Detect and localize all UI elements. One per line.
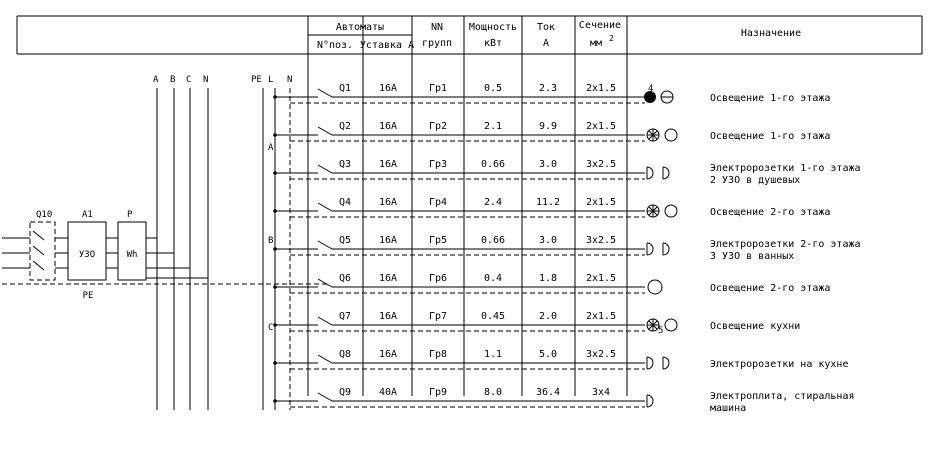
bus-label-a: A — [153, 75, 159, 85]
cell-group: Гр6 — [428, 273, 448, 284]
cell-pos: Q3 — [338, 159, 352, 170]
cell-group: Гр1 — [428, 83, 448, 94]
cell-current: 11.2 — [535, 197, 561, 208]
cell-rating: 40A — [378, 387, 398, 398]
cell-group: Гр8 — [428, 349, 448, 360]
cell-pos: Q1 — [338, 83, 352, 94]
purpose-text: Освещение 2-го этажа — [710, 207, 831, 218]
cell-power: 2.1 — [483, 121, 503, 132]
phase-label-b: B — [268, 236, 274, 246]
cell-power: 0.66 — [480, 159, 506, 170]
breaker-symbol — [318, 317, 332, 325]
pe-device-label: PE — [82, 291, 94, 301]
cell-group: Гр3 — [428, 159, 448, 170]
purpose-text: 2 УЗО в душевых — [710, 175, 801, 186]
purpose-text: Электроплита, стиральная — [710, 391, 855, 402]
header-power-2: кВт — [483, 38, 503, 49]
bus-label-pe: PE — [251, 75, 262, 85]
cell-current: 5.0 — [538, 349, 558, 360]
cell-pos: Q9 — [338, 387, 352, 398]
breaker-symbol — [318, 355, 332, 363]
cell-pos: Q5 — [338, 235, 352, 246]
purpose-text: 3 УЗО в ванных — [710, 251, 795, 262]
chandelier-icon — [647, 205, 677, 217]
table-row — [157, 121, 830, 142]
symbol-count-r8: 5 — [658, 326, 664, 336]
cell-power: 8.0 — [483, 387, 503, 398]
table-row — [174, 273, 830, 294]
cell-power: 0.45 — [480, 311, 506, 322]
cell-rating: 16A — [378, 273, 398, 284]
cell-power: 0.66 — [480, 235, 506, 246]
header-pos-no: N°поз. — [316, 40, 354, 51]
breaker-symbol — [318, 393, 332, 401]
table-grid — [308, 16, 627, 396]
header-section-sup: 2 — [609, 34, 614, 43]
chandelier-icon — [647, 129, 677, 141]
bus-label-b: B — [170, 75, 176, 85]
cell-current: 36.4 — [535, 387, 561, 398]
socket-icon — [647, 395, 653, 407]
header-rating: Уставка А — [359, 40, 415, 51]
table-row — [174, 235, 861, 262]
table-row — [157, 83, 830, 104]
cell-pos: Q7 — [338, 311, 352, 322]
purpose-text: Освещение 2-го этажа — [710, 283, 831, 294]
phase-label-a: A — [268, 143, 274, 153]
cell-section: 2x1.5 — [585, 273, 617, 284]
header-group-1: NN — [430, 22, 444, 33]
breaker-symbol — [318, 89, 332, 97]
purpose-text: Электророзетки 2-го этажа — [710, 239, 861, 250]
cell-power: 0.4 — [483, 273, 503, 284]
busbars — [157, 88, 290, 410]
q10-switch-box — [30, 222, 55, 280]
cell-pos: Q8 — [338, 349, 352, 360]
table-row — [190, 311, 800, 332]
cell-power: 1.1 — [483, 349, 503, 360]
a1-label: A1 — [82, 210, 93, 220]
phase-label-c: C — [268, 323, 274, 333]
cell-rating: 16A — [378, 83, 398, 94]
cell-current: 2.3 — [538, 83, 558, 94]
purpose-text: Электророзетки 1-го этажа — [710, 163, 861, 174]
bus-label-l: L — [268, 75, 274, 85]
purpose-text: машина — [710, 403, 747, 414]
cell-pos: Q6 — [338, 273, 352, 284]
socket-icon — [647, 167, 669, 179]
breaker-symbol — [318, 279, 332, 287]
breaker-symbol — [318, 241, 332, 249]
bus-label-c: C — [186, 75, 192, 85]
cell-section: 2x1.5 — [585, 121, 617, 132]
cell-current: 9.9 — [538, 121, 558, 132]
cell-rating: 16A — [378, 235, 398, 246]
cell-current: 1.8 — [538, 273, 558, 284]
input-devices — [2, 222, 330, 284]
cell-rating: 16A — [378, 311, 398, 322]
cell-section: 3x2.5 — [585, 349, 617, 360]
cell-group: Гр9 — [428, 387, 448, 398]
cell-pos: Q2 — [338, 121, 352, 132]
cell-power: 0.5 — [483, 83, 503, 94]
purpose-text: Освещение 1-го этажа — [710, 131, 831, 142]
header-current-2: А — [542, 38, 550, 49]
cell-group: Гр5 — [428, 235, 448, 246]
cell-current: 3.0 — [538, 235, 558, 246]
bus-label-n: N — [203, 75, 209, 85]
p-label: P — [127, 210, 133, 220]
cell-rating: 16A — [378, 159, 398, 170]
cell-rating: 16A — [378, 349, 398, 360]
uzo-label: УЗО — [78, 250, 96, 260]
table-row — [190, 349, 848, 370]
cell-section: 2x1.5 — [585, 83, 617, 94]
cell-current: 3.0 — [538, 159, 558, 170]
purpose-text: Освещение кухни — [710, 321, 801, 332]
cell-section: 3x2.5 — [585, 235, 617, 246]
header-breakers: Автоматы — [335, 22, 385, 33]
table-row — [174, 197, 830, 218]
header-current-1: Ток — [536, 22, 556, 33]
breaker-symbol — [318, 203, 332, 211]
cell-pos: Q4 — [338, 197, 352, 208]
cell-group: Гр7 — [428, 311, 448, 322]
cell-rating: 16A — [378, 197, 398, 208]
bus-label-n2: N — [287, 75, 293, 85]
symbol-count-r1: 4 — [648, 84, 654, 94]
cell-power: 2.4 — [483, 197, 503, 208]
cell-section: 2x1.5 — [585, 311, 617, 322]
cell-group: Гр2 — [428, 121, 448, 132]
cell-current: 2.0 — [538, 311, 558, 322]
breaker-symbol — [318, 165, 332, 173]
socket-icon — [647, 243, 669, 255]
header-section-1: Сечение — [578, 20, 622, 31]
cell-section: 3x4 — [591, 387, 611, 398]
cell-rating: 16A — [378, 121, 398, 132]
q10-label: Q10 — [36, 210, 53, 220]
socket-icon — [647, 357, 669, 369]
header-power-1: Мощность — [468, 22, 518, 33]
header-group-2: групп — [421, 38, 453, 49]
header-purpose: Назначение — [740, 28, 802, 39]
header-section-2: мм — [589, 38, 603, 49]
cell-section: 2x1.5 — [585, 197, 617, 208]
breaker-symbol — [318, 127, 332, 135]
purpose-text: Электророзетки на кухне — [710, 359, 849, 370]
cell-group: Гр4 — [428, 197, 448, 208]
purpose-text: Освещение 1-го этажа — [710, 93, 831, 104]
cell-section: 3x2.5 — [585, 159, 617, 170]
wh-label: Wh — [126, 250, 138, 260]
lamp-icon — [648, 280, 662, 294]
